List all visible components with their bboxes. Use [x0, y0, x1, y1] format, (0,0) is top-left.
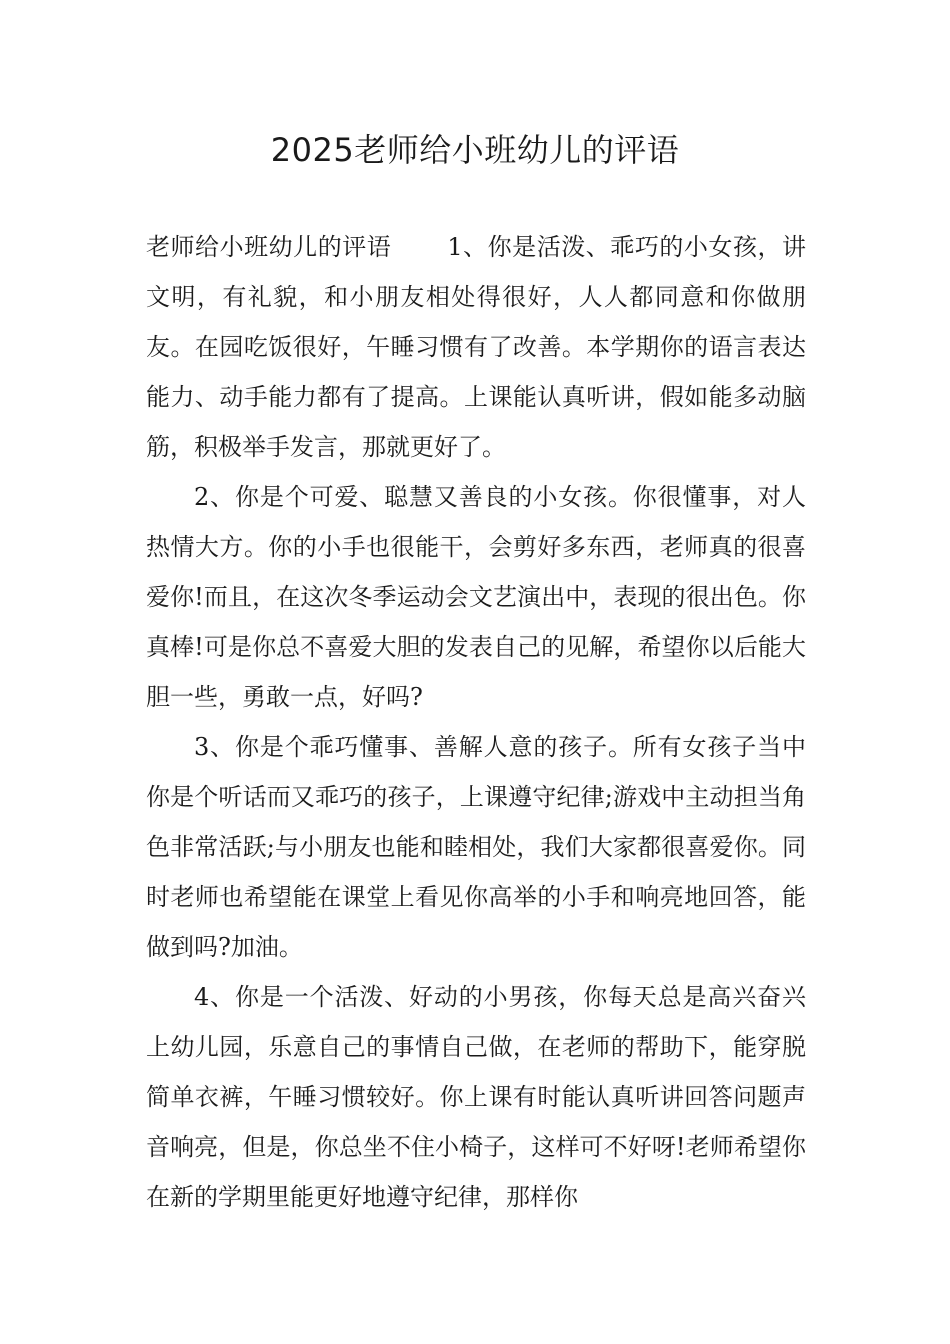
paragraph-1 [146, 222, 806, 472]
intro-label: 老师给小班幼儿的评语 [146, 233, 392, 261]
document-body [146, 222, 806, 1222]
paragraph-4: 4、你是一个活泼、好动的小男孩，你每天总是高兴奋兴上幼儿园，乐意自己的事情自己做，在老师的帮助下，能穿脱简单衣裤，午睡习惯较好。你上课有时能认真听讲回答问题声音响亮，但是，你总坐不住小椅子，这样可不好呀!老师希望你在新的学期里能更好地遵守纪律，那样你 [146, 983, 806, 1211]
paragraph-2: 2、你是个可爱、聪慧又善良的小女孩。你很懂事，对人热情大方。你的小手也很能干，会剪好多东西，老师真的很喜爱你!而且，在这次冬季运动会文艺演出中，表现的很出色。你真棒!可是你总不喜爱大胆的发表自己的见解，希望你以后能大胆一些，勇敢一点，好吗? [146, 483, 806, 711]
paragraph-3: 3、你是个乖巧懂事、善解人意的孩子。所有女孩子当中你是个听话而又乖巧的孩子，上课遵守纪律;游戏中主动担当角色非常活跃;与小朋友也能和睦相处，我们大家都很喜爱你。同时老师也希望能在课堂上看见你高举的小手和响亮地回答，能做到吗?加油。 [146, 733, 806, 961]
paragraph-text: 1、你是活泼、乖巧的小女孩，讲文明，有礼貌，和小朋友相处得很好，人人都同意和你做朋友。在园吃饭很好，午睡习惯有了改善。本学期你的语言表达能力、动手能力都有了提高。上课能认真听讲，假如能多动脑筋，积极举手发言，那就更好了。 [146, 233, 807, 461]
document-title: 2025老师给小班幼儿的评语 [270, 131, 680, 169]
